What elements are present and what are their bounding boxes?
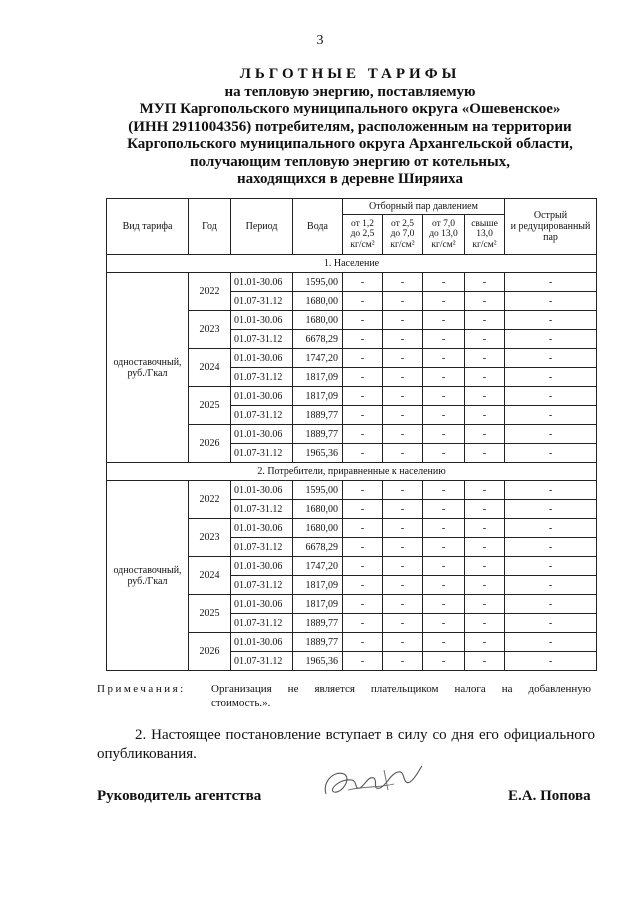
page-number: 3 xyxy=(316,33,324,48)
steam-tariff-cell: - xyxy=(465,652,505,671)
water-tariff-cell: 1595,00 xyxy=(293,273,343,292)
header-steam-line: кг/см² xyxy=(431,239,456,250)
year-cell: 2026 xyxy=(189,425,231,463)
header-steam-col xyxy=(343,215,383,255)
water-tariff-cell: 1817,09 xyxy=(293,595,343,614)
steam-tariff-cell: - xyxy=(343,500,383,519)
steam-tariff-cell: - xyxy=(423,368,465,387)
steam-tariff-cell: - xyxy=(465,500,505,519)
water-tariff-cell: 1680,00 xyxy=(293,311,343,330)
header-sharp-steam-line: пар xyxy=(543,232,558,243)
section-title-row: 2. Потребители, приравненные к населению xyxy=(107,463,597,481)
steam-tariff-cell: - xyxy=(505,538,597,557)
header-sharp-steam-line: Острый xyxy=(533,210,568,221)
steam-tariff-cell: - xyxy=(343,330,383,349)
steam-tariff-cell: - xyxy=(383,387,423,406)
period-cell: 01.01-30.06 xyxy=(231,349,293,368)
steam-tariff-cell: - xyxy=(343,311,383,330)
period-cell: 01.07-31.12 xyxy=(231,406,293,425)
period-cell: 01.01-30.06 xyxy=(231,311,293,330)
header-steam-line: от 1,2 xyxy=(350,218,375,229)
steam-tariff-cell: - xyxy=(383,349,423,368)
note-text-continued: стоимость.». xyxy=(211,697,271,709)
steam-tariff-cell: - xyxy=(383,444,423,463)
steam-tariff-cell: - xyxy=(423,425,465,444)
header-steam-line: от 7,0 xyxy=(431,218,456,229)
steam-tariff-cell: - xyxy=(423,557,465,576)
steam-tariff-cell: - xyxy=(343,349,383,368)
period-cell: 01.07-31.12 xyxy=(231,500,293,519)
steam-tariff-cell: - xyxy=(343,444,383,463)
steam-tariff-cell: - xyxy=(383,481,423,500)
steam-tariff-cell: - xyxy=(423,500,465,519)
steam-tariff-cell: - xyxy=(505,330,597,349)
water-tariff-cell: 1680,00 xyxy=(293,519,343,538)
steam-tariff-cell: - xyxy=(343,652,383,671)
steam-tariff-cell: - xyxy=(465,633,505,652)
period-cell: 01.07-31.12 xyxy=(231,444,293,463)
steam-tariff-cell: - xyxy=(423,330,465,349)
signer-name: Е.А. Попова xyxy=(508,788,591,804)
steam-tariff-cell: - xyxy=(423,311,465,330)
steam-tariff-cell: - xyxy=(343,557,383,576)
steam-tariff-cell: - xyxy=(343,387,383,406)
steam-tariff-cell: - xyxy=(465,595,505,614)
year-cell: 2026 xyxy=(189,633,231,671)
steam-tariff-cell: - xyxy=(383,652,423,671)
header-steam-line: от 2,5 xyxy=(390,218,415,229)
period-cell: 01.07-31.12 xyxy=(231,538,293,557)
water-tariff-cell: 1817,09 xyxy=(293,576,343,595)
header-steam-line: 13,0 xyxy=(476,229,493,240)
steam-tariff-cell: - xyxy=(505,500,597,519)
header-steam-line: кг/см² xyxy=(390,239,415,250)
period-cell: 01.01-30.06 xyxy=(231,387,293,406)
water-tariff-cell: 6678,29 xyxy=(293,330,343,349)
year-cell: 2025 xyxy=(189,595,231,633)
year-cell: 2024 xyxy=(189,349,231,387)
steam-tariff-cell: - xyxy=(465,406,505,425)
steam-tariff-cell: - xyxy=(465,368,505,387)
steam-tariff-cell: - xyxy=(383,330,423,349)
period-cell: 01.07-31.12 xyxy=(231,330,293,349)
heading-line: Каргопольского муниципального округа Архангельской области, xyxy=(127,136,573,152)
steam-tariff-cell: - xyxy=(343,292,383,311)
year-cell: 2024 xyxy=(189,557,231,595)
water-tariff-cell: 1889,77 xyxy=(293,614,343,633)
header-steam-line: кг/см² xyxy=(350,239,375,250)
header-steam-group: Отборный пар давлением xyxy=(343,199,505,215)
header-water: Вода xyxy=(293,199,343,255)
tariff-type-line: одноставочный, xyxy=(113,356,182,368)
steam-tariff-cell: - xyxy=(465,576,505,595)
water-tariff-cell: 1889,77 xyxy=(293,425,343,444)
period-cell: 01.07-31.12 xyxy=(231,614,293,633)
period-cell: 01.01-30.06 xyxy=(231,633,293,652)
water-tariff-cell: 1595,00 xyxy=(293,481,343,500)
steam-tariff-cell: - xyxy=(343,633,383,652)
steam-tariff-cell: - xyxy=(423,595,465,614)
heading-title: ЛЬГОТНЫЕ ТАРИФЫ xyxy=(239,66,461,82)
steam-tariff-cell: - xyxy=(505,652,597,671)
steam-tariff-cell: - xyxy=(423,576,465,595)
steam-tariff-cell: - xyxy=(343,576,383,595)
steam-tariff-cell: - xyxy=(505,292,597,311)
year-cell: 2022 xyxy=(189,273,231,311)
steam-tariff-cell: - xyxy=(383,273,423,292)
steam-tariff-cell: - xyxy=(423,406,465,425)
tariff-type-line: руб./Гкал xyxy=(127,367,168,379)
table-row xyxy=(107,481,597,500)
steam-tariff-cell: - xyxy=(383,519,423,538)
steam-tariff-cell: - xyxy=(343,273,383,292)
period-cell: 01.07-31.12 xyxy=(231,292,293,311)
steam-tariff-cell: - xyxy=(505,481,597,500)
water-tariff-cell: 1747,20 xyxy=(293,557,343,576)
header-steam-line: до 13,0 xyxy=(429,229,458,240)
steam-tariff-cell: - xyxy=(423,633,465,652)
period-cell: 01.01-30.06 xyxy=(231,481,293,500)
steam-tariff-cell: - xyxy=(343,368,383,387)
tariff-type-cell xyxy=(107,481,189,671)
document-heading xyxy=(60,66,640,189)
period-cell: 01.01-30.06 xyxy=(231,595,293,614)
steam-tariff-cell: - xyxy=(505,349,597,368)
header-sharp-steam xyxy=(505,199,597,255)
period-cell: 01.07-31.12 xyxy=(231,368,293,387)
steam-tariff-cell: - xyxy=(465,538,505,557)
water-tariff-cell: 1965,36 xyxy=(293,652,343,671)
water-tariff-cell: 1817,09 xyxy=(293,387,343,406)
steam-tariff-cell: - xyxy=(343,425,383,444)
steam-tariff-cell: - xyxy=(465,614,505,633)
header-steam-line: свыше xyxy=(471,218,498,229)
steam-tariff-cell: - xyxy=(383,425,423,444)
steam-tariff-cell: - xyxy=(505,633,597,652)
steam-tariff-cell: - xyxy=(383,311,423,330)
heading-line: на тепловую энергию, поставляемую xyxy=(224,83,476,100)
signer-position: Руководитель агентства xyxy=(97,788,262,804)
header-steam-col xyxy=(423,215,465,255)
steam-tariff-cell: - xyxy=(505,444,597,463)
steam-tariff-cell: - xyxy=(423,481,465,500)
tariff-type-cell xyxy=(107,273,189,463)
heading-line: МУП Каргопольского муниципального округа «Ошевенское» xyxy=(139,101,561,117)
table-row xyxy=(107,273,597,292)
steam-tariff-cell: - xyxy=(343,481,383,500)
year-cell: 2025 xyxy=(189,387,231,425)
water-tariff-cell: 1680,00 xyxy=(293,500,343,519)
steam-tariff-cell: - xyxy=(383,614,423,633)
header-steam-col xyxy=(465,215,505,255)
steam-tariff-cell: - xyxy=(423,652,465,671)
steam-tariff-cell: - xyxy=(465,444,505,463)
steam-tariff-cell: - xyxy=(465,481,505,500)
tariff-type-line: одноставочный, xyxy=(113,564,182,576)
steam-tariff-cell: - xyxy=(423,538,465,557)
header-steam-line: кг/см² xyxy=(472,239,497,250)
steam-tariff-cell: - xyxy=(465,519,505,538)
year-cell: 2023 xyxy=(189,311,231,349)
heading-line: находящихся в деревне Ширяиха xyxy=(236,171,463,187)
header-year: Год xyxy=(189,199,231,255)
steam-tariff-cell: - xyxy=(465,292,505,311)
steam-tariff-cell: - xyxy=(383,500,423,519)
steam-tariff-cell: - xyxy=(465,425,505,444)
steam-tariff-cell: - xyxy=(383,368,423,387)
period-cell: 01.07-31.12 xyxy=(231,576,293,595)
steam-tariff-cell: - xyxy=(423,387,465,406)
water-tariff-cell: 6678,29 xyxy=(293,538,343,557)
steam-tariff-cell: - xyxy=(343,538,383,557)
water-tariff-cell: 1817,09 xyxy=(293,368,343,387)
clause-paragraph: 2. Настоящее постановление вступает в силу со дня его официального опубликования. xyxy=(97,727,595,762)
header-period: Период xyxy=(231,199,293,255)
steam-tariff-cell: - xyxy=(465,273,505,292)
steam-tariff-cell: - xyxy=(465,349,505,368)
note xyxy=(97,682,597,709)
steam-tariff-cell: - xyxy=(465,557,505,576)
header-sharp-steam-line: и редуцированный xyxy=(510,221,591,232)
steam-tariff-cell: - xyxy=(423,273,465,292)
section-title-row: 1. Население xyxy=(107,255,597,273)
header-steam-col xyxy=(383,215,423,255)
header-tariff-type: Вид тарифа xyxy=(107,199,189,255)
header-steam-line: до 7,0 xyxy=(390,229,415,240)
steam-tariff-cell: - xyxy=(505,273,597,292)
steam-tariff-cell: - xyxy=(383,576,423,595)
steam-tariff-cell: - xyxy=(423,614,465,633)
water-tariff-cell: 1965,36 xyxy=(293,444,343,463)
steam-tariff-cell: - xyxy=(505,368,597,387)
steam-tariff-cell: - xyxy=(343,614,383,633)
steam-tariff-cell: - xyxy=(505,311,597,330)
steam-tariff-cell: - xyxy=(505,387,597,406)
steam-tariff-cell: - xyxy=(505,557,597,576)
steam-tariff-cell: - xyxy=(505,519,597,538)
water-tariff-cell: 1680,00 xyxy=(293,292,343,311)
steam-tariff-cell: - xyxy=(465,330,505,349)
steam-tariff-cell: - xyxy=(423,292,465,311)
period-cell: 01.01-30.06 xyxy=(231,425,293,444)
steam-tariff-cell: - xyxy=(505,406,597,425)
heading-line: получающим тепловую энергию от котельных, xyxy=(189,153,510,170)
water-tariff-cell: 1889,77 xyxy=(293,633,343,652)
note-text: Организация не является плательщиком налога на добавленную xyxy=(211,683,591,695)
steam-tariff-cell: - xyxy=(343,406,383,425)
steam-tariff-cell: - xyxy=(383,538,423,557)
steam-tariff-cell: - xyxy=(423,519,465,538)
year-cell: 2023 xyxy=(189,519,231,557)
steam-tariff-cell: - xyxy=(505,595,597,614)
tariff-table xyxy=(106,198,597,671)
water-tariff-cell: 1747,20 xyxy=(293,349,343,368)
water-tariff-cell: 1889,77 xyxy=(293,406,343,425)
steam-tariff-cell: - xyxy=(423,349,465,368)
steam-tariff-cell: - xyxy=(383,406,423,425)
header-steam-line: до 2,5 xyxy=(350,229,375,240)
period-cell: 01.01-30.06 xyxy=(231,557,293,576)
tariff-type-line: руб./Гкал xyxy=(127,575,168,587)
heading-line: (ИНН 2911004356) потребителям, расположенным на территории xyxy=(128,118,572,135)
period-cell: 01.07-31.12 xyxy=(231,652,293,671)
period-cell: 01.01-30.06 xyxy=(231,519,293,538)
steam-tariff-cell: - xyxy=(505,425,597,444)
steam-tariff-cell: - xyxy=(343,519,383,538)
steam-tariff-cell: - xyxy=(383,633,423,652)
steam-tariff-cell: - xyxy=(465,311,505,330)
handwritten-signature xyxy=(318,760,428,806)
steam-tariff-cell: - xyxy=(383,292,423,311)
year-cell: 2022 xyxy=(189,481,231,519)
steam-tariff-cell: - xyxy=(505,576,597,595)
steam-tariff-cell: - xyxy=(423,444,465,463)
note-label: Примечания: xyxy=(97,683,186,695)
period-cell: 01.01-30.06 xyxy=(231,273,293,292)
steam-tariff-cell: - xyxy=(505,614,597,633)
steam-tariff-cell: - xyxy=(383,595,423,614)
steam-tariff-cell: - xyxy=(465,387,505,406)
steam-tariff-cell: - xyxy=(383,557,423,576)
steam-tariff-cell: - xyxy=(343,595,383,614)
